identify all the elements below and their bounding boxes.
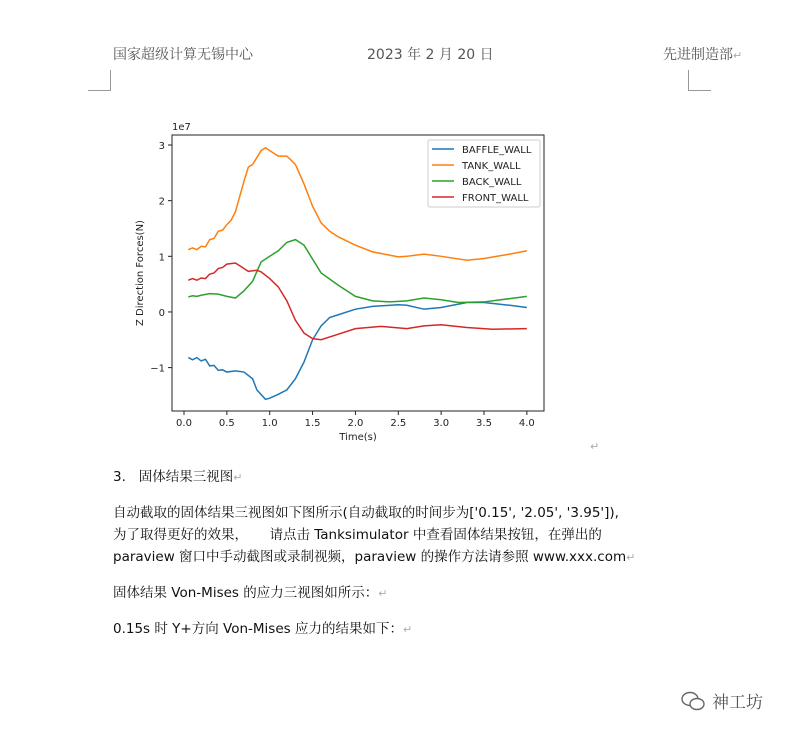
x-tick-label: 1.5: [304, 418, 321, 429]
y-tick-label: 1: [158, 252, 165, 264]
y-axis-label: Z Direction Forces(N): [135, 220, 146, 326]
legend-label: BACK_WALL: [462, 177, 522, 188]
corner-mark-right: [688, 70, 711, 91]
watermark: [680, 688, 763, 713]
force-chart: [130, 115, 550, 455]
y-tick-label: 3: [158, 141, 165, 153]
legend-label: BAFFLE_WALL: [462, 145, 532, 156]
return-mark: ↵: [590, 440, 600, 453]
x-tick-label: 0.0: [176, 418, 192, 429]
x-tick-label: 4.0: [518, 418, 535, 429]
corner-mark-left: [88, 70, 111, 91]
p1-line3-text: paraview 窗口中手动截图或录制视频，paraview 的操作方法请参照 www.xxx.com: [113, 549, 627, 565]
header-left: 国家超级计算无锡中心: [113, 47, 253, 63]
legend-label: TANK_WALL: [462, 161, 521, 172]
section-number: 3.: [113, 469, 126, 485]
paragraph-1: [113, 502, 635, 569]
header-date: 2023 年 2 月 20 日: [367, 47, 494, 63]
section-heading: [113, 466, 242, 489]
return-mark: ↵: [733, 49, 743, 62]
x-tick-label: 3.5: [476, 418, 492, 429]
p1-line1: 自动截取的固体结果三视图如下图所示(自动截取的时间步为['0.15', '2.05', '3.95']),: [113, 505, 619, 521]
y-tick-label: 0: [158, 307, 165, 319]
y-tick-label: 2: [158, 196, 165, 208]
x-tick-label: 2.0: [347, 418, 364, 429]
return-mark: ↵: [402, 623, 413, 636]
x-tick-label: 0.5: [218, 418, 235, 429]
y-tick-label: −1: [150, 363, 165, 375]
watermark-text: 神工坊: [712, 693, 763, 713]
return-mark: ↵: [626, 551, 636, 564]
series-line-back-wall: [188, 240, 527, 303]
p3-text: 0.15s 时 Y+方向 Von-Mises 应力的结果如下：: [113, 621, 403, 637]
legend-label: FRONT_WALL: [462, 193, 529, 204]
p2-text: 固体结果 Von-Mises 的应力三视图如所示：: [113, 585, 379, 601]
return-mark: ↵: [233, 471, 243, 484]
header-right-text: 先进制造部: [663, 47, 733, 63]
p1-line2: 为了取得更好的效果， 请点击 Tanksimulator 中查看固体结果按钮，在弹出的: [113, 527, 602, 543]
x-axis-label: Time(s): [339, 432, 377, 443]
section-title: 固体结果三视图: [138, 469, 234, 485]
wechat-icon: [680, 690, 706, 712]
y-offset-label: 1e7: [172, 122, 191, 133]
x-tick-label: 2.5: [390, 418, 407, 429]
x-tick-label: 1.0: [261, 418, 278, 429]
p1-line3: [113, 546, 635, 569]
x-tick-label: 3.0: [433, 418, 450, 429]
series-line-baffle-wall: [188, 302, 527, 399]
header-right: [663, 44, 742, 64]
return-mark: ↵: [378, 587, 388, 600]
paragraph-3: [113, 618, 412, 641]
paragraph-2: [113, 582, 387, 605]
